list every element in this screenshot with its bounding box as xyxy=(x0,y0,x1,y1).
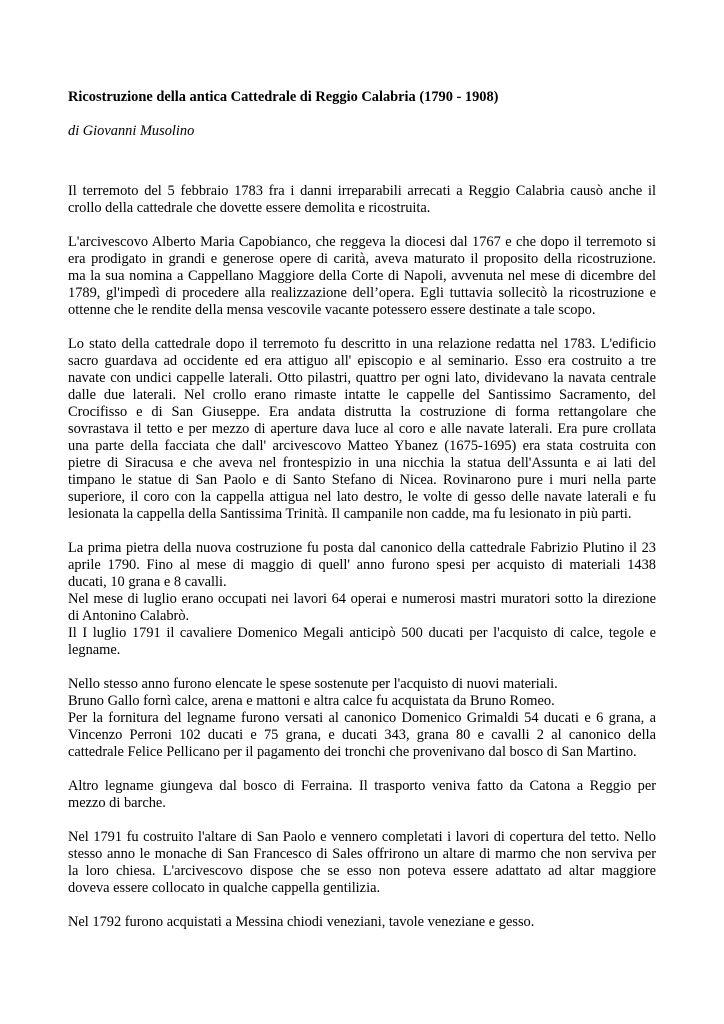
text-line: crollo della cattedrale che dovette essere demolita e ricostruita. xyxy=(68,200,431,216)
text-line: legname. xyxy=(68,642,121,658)
text-line: di Antonino Calabrò. xyxy=(68,608,190,624)
text-line: pietre di Siracusa e che aveva nel frontespizio in una nicchia la statua dell'Assunta e ai lati del xyxy=(68,455,656,471)
text-line: Vincenzo Perroni 102 ducati e 75 grana, e ducati 343, grana 80 e cavalli 2 al canonico della xyxy=(68,727,656,743)
text-line: La prima pietra della nuova costruzione fu posta dal canonico della cattedrale Fabrizio Plutino il 23 xyxy=(68,540,656,556)
text-line: Altro legname giungeva dal bosco di Ferraina. Il trasporto veniva fatto da Catona a Reggio per xyxy=(68,778,656,794)
text-line: la loro chiesa. L'arcivescovo dispose che se esso non poteva essere adattato ad altar maggiore xyxy=(68,863,656,879)
text-line: L'arcivescovo Alberto Maria Capobianco, che reggeva la diocesi dal 1767 e che dopo il terremoto si xyxy=(68,234,656,250)
text-line: dalle due laterali. Nel crollo erano rimaste intatte le cappelle del Santissimo Sacramento, del xyxy=(68,387,656,403)
text-line: Nel mese di luglio erano occupati nei lavori 64 operai e numerosi mastri muratori sotto la direzione xyxy=(68,591,656,607)
text-line: Crocifisso e di San Giuseppe. Era andata distrutta la costruzione di forma rettangolare che xyxy=(68,404,656,420)
text-line: Bruno Gallo fornì calce, arena e mattoni e altra calce fu acquistata da Bruno Romeo. xyxy=(68,693,555,709)
text-line: cattedrale Felice Pellicano per il pagamento dei tronchi che provenivano dal bosco di San Martino. xyxy=(68,744,637,760)
paragraph xyxy=(68,540,656,659)
text-line: doveva essere collocato in qualche cappella gentilizia. xyxy=(68,880,381,896)
paragraph xyxy=(68,234,656,319)
text-line: navate con undici cappelle laterali. Otto pilastri, quattro per ogni lato, dividevano la navata centrale xyxy=(68,370,656,386)
paragraph xyxy=(68,183,656,217)
text-line: Nel 1792 furono acquistati a Messina chiodi veneziani, tavole veneziane e gesso. xyxy=(68,914,535,930)
spacer xyxy=(68,140,656,183)
text-line: 1789, gl'impedì di procedere alla realizzazione dell’opera. Egli tuttavia sollecitò la ricostruzione e xyxy=(68,285,656,301)
text-line: superiore, il coro con la cappella attigua nel lato destro, le volte di gesso delle navate laterali e fu xyxy=(68,489,656,505)
document-author: di Giovanni Musolino xyxy=(68,123,195,139)
document-body xyxy=(68,183,656,931)
text-line: mezzo di barche. xyxy=(68,795,166,811)
paragraph xyxy=(68,914,656,931)
text-line: sovrastava il tetto e per mezzo di aperture dava luce al coro e alle navate laterali. Era pure crollata xyxy=(68,421,656,437)
paragraph xyxy=(68,676,656,761)
document-title: Ricostruzione della antica Cattedrale di Reggio Calabria (1790 - 1908) xyxy=(68,89,499,105)
text-line: ottenne che le rendite della mensa vescovile vacante potessero essere destinate a tale scopo. xyxy=(68,302,596,318)
text-line: aprile 1790. Fino al mese di maggio di quell' anno furono spesi per acquisto di materiali 1438 xyxy=(68,557,656,573)
text-line: Lo stato della cattedrale dopo il terremoto fu descritto in una relazione redatta nel 1783. L'edificio xyxy=(68,336,656,352)
paragraph xyxy=(68,336,656,523)
paragraph xyxy=(68,829,656,897)
text-line: una parte della facciata che dall' arcivescovo Matteo Ybanez (1675-1695) era stata costruita con xyxy=(68,438,656,454)
text-line: Nel 1791 fu costruito l'altare di San Paolo e vennero completati i lavori di copertura del tetto. Nello xyxy=(68,829,656,845)
text-line: Il I luglio 1791 il cavaliere Domenico Megali anticipò 500 ducati per l'acquisto di calce, tegole e xyxy=(68,625,656,641)
text-line: Per la fornitura del legname furono versati al canonico Domenico Grimaldi 54 ducati e 6 grana, a xyxy=(68,710,656,726)
text-line: ducati, 10 grana e 8 cavalli. xyxy=(68,574,227,590)
text-line: lesionata la cappella della Santissima Trinità. Il campanile non cadde, ma fu lesionato in più parti. xyxy=(68,506,632,522)
text-line: era prodigato in grandi e generose opere di carità, aveva maturato il proposito della ricostruzione. xyxy=(68,251,656,267)
document-page xyxy=(68,89,656,948)
paragraph xyxy=(68,778,656,812)
text-line: Nello stesso anno furono elencate le spese sostenute per l'acquisto di nuovi materiali. xyxy=(68,676,558,692)
text-line: sacro guardava ad occidente ed era attiguo all' episcopio e al seminario. Esso era costruito a tre xyxy=(68,353,656,369)
text-line: stesso anno le monache di San Francesco di Sales offrirono un altare di marmo che non serviva per xyxy=(68,846,656,862)
text-line: Il terremoto del 5 febbraio 1783 fra i danni irreparabili arrecati a Reggio Calabria causò anche il xyxy=(68,183,656,199)
text-line: timpano le statue di San Paolo e di Santo Stefano di Nicea. Rovinarono pure i muri nella parte xyxy=(68,472,656,488)
text-line: ma la sua nomina a Cappellano Maggiore della Corte di Napoli, avvenuta nel mese di dicembre del xyxy=(68,268,656,284)
